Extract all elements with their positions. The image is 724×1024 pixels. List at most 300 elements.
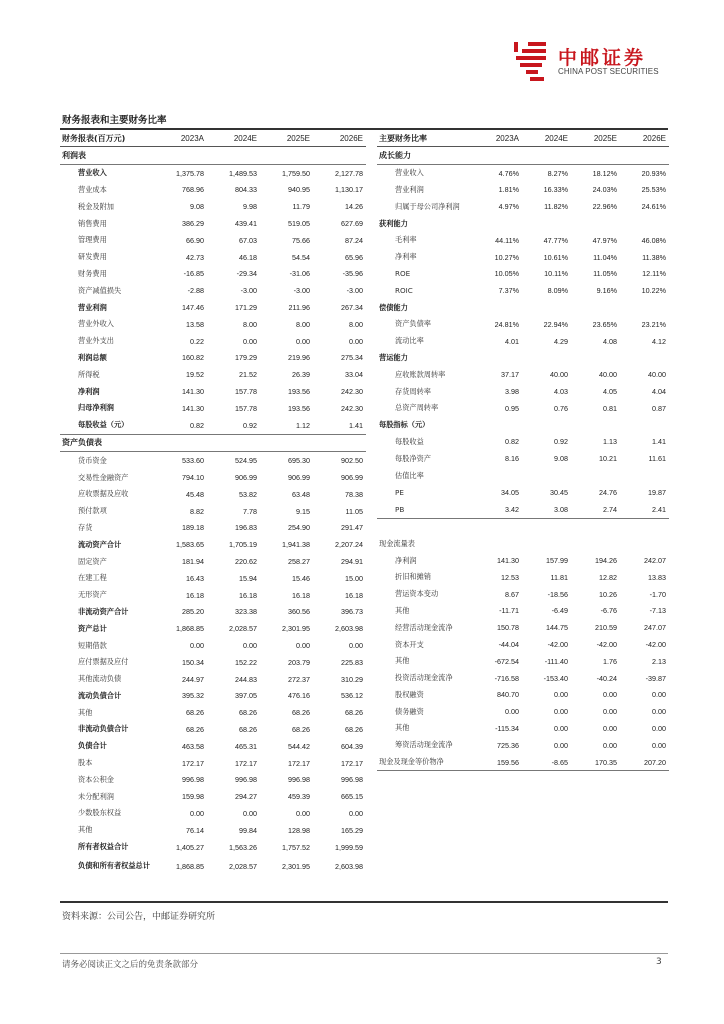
table-row <box>377 569 669 586</box>
row-label: 短期借款 <box>78 640 107 650</box>
table-row <box>377 383 669 400</box>
cell-value <box>620 215 669 232</box>
cell-value: -35.96 <box>342 269 363 279</box>
row-label: 应付票据及应付 <box>78 657 129 667</box>
year-header: 2023A <box>473 130 522 147</box>
cell-value: 0.00 <box>296 808 310 818</box>
cell-value: 8.00 <box>296 319 310 329</box>
row-label: 净利率 <box>395 252 417 262</box>
table-row <box>60 164 366 181</box>
cell-value: 68.26 <box>292 708 310 718</box>
cell-value: 1,489.53 <box>229 168 257 178</box>
cell-value: 0.76 <box>554 403 568 413</box>
cell-value <box>571 299 620 316</box>
table-row <box>377 215 669 232</box>
cell-value: 0.00 <box>554 707 568 717</box>
cell-value: -44.04 <box>498 640 519 649</box>
year-header: 2026E <box>313 130 366 147</box>
row-label: 其他 <box>78 707 93 717</box>
cell-value: 0.82 <box>505 437 519 447</box>
row-label: 债务融资 <box>395 706 424 716</box>
cell-value: 1,941.38 <box>282 540 310 550</box>
row-label: 其他 <box>78 825 93 835</box>
cell-value: 157.99 <box>546 556 568 566</box>
cell-value: 12.82 <box>599 572 617 582</box>
table-row <box>377 636 669 653</box>
cell-value: 4.29 <box>554 336 568 346</box>
cell-value: 68.26 <box>186 724 204 734</box>
row-label: 营业利润 <box>78 302 107 312</box>
cell-value: 0.00 <box>243 808 257 818</box>
cell-value: 9.15 <box>296 506 310 516</box>
cell-value: 78.38 <box>345 489 363 499</box>
cell-value: 196.83 <box>235 523 257 533</box>
cell-value: 1,563.26 <box>229 842 257 852</box>
cell-value: 44.11% <box>495 235 519 245</box>
cell-value: 10.11% <box>544 269 568 279</box>
cell-value: 2.41 <box>620 501 669 518</box>
cell-value: 128.98 <box>288 825 310 835</box>
row-label: 流动资产合计 <box>78 539 122 549</box>
table-header-title: 财务报表(百万元) <box>60 130 154 147</box>
cell-value: -18.56 <box>547 589 568 599</box>
cell-value <box>620 535 669 552</box>
cell-value: 10.05% <box>494 269 519 279</box>
cell-value: -11.71 <box>499 606 519 616</box>
cell-value <box>522 518 571 535</box>
table-row <box>377 653 669 670</box>
cell-value <box>571 518 620 535</box>
page-header <box>0 0 724 100</box>
cell-value: 11.81 <box>550 572 568 582</box>
cell-value: 26.39 <box>292 370 310 380</box>
table-row <box>60 620 366 637</box>
row-label: 在建工程 <box>78 573 107 583</box>
cell-value: 4.03 <box>554 387 568 397</box>
row-label: 利润表 <box>60 147 154 165</box>
cell-value: 2.74 <box>571 501 620 518</box>
cell-value: 3.42 <box>473 501 522 518</box>
cell-value: -716.58 <box>494 673 519 683</box>
row-label: 其他流动负债 <box>78 674 122 684</box>
page-number: 3 <box>656 957 662 967</box>
row-label: 筹资活动现金流净 <box>395 740 453 750</box>
cell-value: 46.08% <box>641 235 666 245</box>
cell-value: 360.56 <box>288 607 310 617</box>
table-row <box>60 570 366 587</box>
table-row <box>377 703 669 720</box>
cell-value: 1,759.50 <box>282 168 310 178</box>
cell-value: 902.50 <box>341 456 363 466</box>
cell-value: 8.00 <box>243 319 257 329</box>
row-label: PB <box>377 501 473 518</box>
cell-value <box>473 467 522 484</box>
table-row <box>377 552 669 569</box>
row-label: 利润总额 <box>78 352 107 362</box>
table-row <box>377 417 669 434</box>
cell-value: 14.26 <box>345 202 363 212</box>
row-label: 资产负债率 <box>395 319 431 329</box>
row-label: 流动负债合计 <box>78 690 122 700</box>
cell-value: 24.61% <box>641 202 666 212</box>
cell-value: -8.65 <box>522 754 571 771</box>
cell-value <box>522 147 571 165</box>
cell-value: 1.81% <box>498 185 519 195</box>
cell-value: 2,028.57 <box>229 624 257 634</box>
cell-value: -6.76 <box>600 606 617 616</box>
row-label: 交易性金融资产 <box>78 472 129 482</box>
row-label: 营业利润 <box>395 184 424 194</box>
cell-value <box>522 417 571 434</box>
cell-value: 463.58 <box>182 741 204 751</box>
cell-value: 244.97 <box>182 674 204 684</box>
cell-value <box>473 299 522 316</box>
cell-value: 147.46 <box>182 303 204 313</box>
table-row <box>377 535 669 552</box>
cell-value: 34.05 <box>501 487 519 497</box>
cell-value: 294.27 <box>235 792 257 802</box>
cell-value: 0.00 <box>603 740 617 750</box>
table-row <box>60 839 366 856</box>
cell-value: 1.76 <box>603 656 617 666</box>
cell-value: 2.13 <box>652 656 666 666</box>
cell-value: 2,603.98 <box>335 861 363 871</box>
cell-value: 1,405.27 <box>176 842 204 852</box>
cell-value: 193.56 <box>288 403 310 413</box>
source-note: 资料来源：公司公告，中邮证券研究所 <box>62 912 216 922</box>
row-label: 投资活动现金流净 <box>395 673 453 683</box>
cell-value: 906.99 <box>288 473 310 483</box>
cell-value: 0.92 <box>554 437 568 447</box>
brand-logo <box>512 40 682 85</box>
year-header: 2026E <box>620 130 669 147</box>
cell-value: 2,028.57 <box>229 861 257 871</box>
cell-value: 68.26 <box>292 724 310 734</box>
cell-value: 144.75 <box>546 623 568 633</box>
row-label: 经营活动现金流净 <box>395 622 453 632</box>
cell-value: 220.62 <box>235 557 257 567</box>
cell-value <box>620 467 669 484</box>
cell-value: 0.00 <box>349 808 363 818</box>
cell-value: 840.70 <box>497 690 519 700</box>
row-label: 非流动资产合计 <box>78 606 129 616</box>
cell-value <box>620 147 669 165</box>
cell-value: -3.00 <box>346 286 363 296</box>
cell-value: 996.98 <box>235 775 257 785</box>
cell-value: 0.00 <box>652 707 666 717</box>
cell-value: 22.94% <box>543 319 568 329</box>
row-label: ROE <box>395 269 411 279</box>
cell-value: 906.99 <box>235 473 257 483</box>
section-title: 财务报表和主要财务比率 <box>62 115 167 126</box>
row-label: 净利润 <box>395 555 417 565</box>
cell-value: 4.76% <box>498 168 519 178</box>
cell-value: -40.24 <box>596 673 617 683</box>
cell-value: 19.87 <box>648 487 666 497</box>
table-row <box>60 587 366 604</box>
cell-value: 157.78 <box>235 403 257 413</box>
cell-value: 476.16 <box>288 691 310 701</box>
cell-value: 99.84 <box>239 825 257 835</box>
cell-value: 181.94 <box>182 557 204 567</box>
cell-value: 9.16% <box>596 286 617 296</box>
cell-value: 695.30 <box>288 456 310 466</box>
cell-value: 75.66 <box>292 235 310 245</box>
cell-value: 12.11% <box>642 269 666 279</box>
row-label: 每股净资产 <box>395 453 431 463</box>
cell-value: 24.76 <box>599 487 617 497</box>
cell-value: 9.08 <box>554 454 568 464</box>
cell-value: 294.91 <box>341 557 363 567</box>
table-row <box>60 333 366 350</box>
cell-value: 310.29 <box>341 674 363 684</box>
cell-value: 2,127.78 <box>335 168 363 178</box>
cell-value: 24.81% <box>494 319 519 329</box>
cell-value: -111.40 <box>544 656 568 666</box>
table-row <box>60 805 366 822</box>
cell-value <box>473 350 522 367</box>
table-row <box>60 704 366 721</box>
cell-value: 0.00 <box>603 723 617 733</box>
row-label: 每股收益 <box>395 436 424 446</box>
cell-value: 0.00 <box>190 808 204 818</box>
cell-value <box>260 147 313 165</box>
cell-value: 11.05% <box>593 269 617 279</box>
cell-value: 1,999.59 <box>335 842 363 852</box>
cell-value <box>522 350 571 367</box>
cell-value: 1,375.78 <box>176 168 204 178</box>
cell-value: 16.18 <box>186 590 204 600</box>
row-label: 成长能力 <box>377 147 473 165</box>
cell-value: 11.04% <box>593 252 617 262</box>
cell-value: 627.69 <box>341 219 363 229</box>
cell-value: 165.29 <box>341 825 363 835</box>
cell-value: 15.46 <box>292 573 310 583</box>
table-header-title: 主要财务比率 <box>377 130 473 147</box>
cell-value: -2.88 <box>187 286 204 296</box>
row-label: 获利能力 <box>379 218 408 228</box>
cell-value: 15.94 <box>239 573 257 583</box>
cell-value: 219.96 <box>288 353 310 363</box>
cell-value: 10.27% <box>494 252 519 262</box>
table-row <box>60 350 366 367</box>
cell-value: 67.03 <box>239 235 257 245</box>
cell-value: -31.06 <box>289 269 310 279</box>
cell-value: 9.98 <box>243 202 257 212</box>
row-label: 其他 <box>395 656 410 666</box>
cell-value: 16.33% <box>543 185 568 195</box>
cell-value <box>620 417 669 434</box>
cell-value: -42.00 <box>547 640 568 649</box>
cell-value <box>207 434 260 452</box>
row-label: 无形资产 <box>78 590 107 600</box>
cell-value: 170.35 <box>571 754 620 771</box>
table-row <box>60 434 366 452</box>
cell-value <box>620 518 669 535</box>
cell-value: 66.90 <box>186 235 204 245</box>
cell-value: 4.08 <box>603 336 617 346</box>
cell-value: 8.16 <box>505 454 519 464</box>
table-row <box>60 688 366 705</box>
cell-value: 172.17 <box>182 758 204 768</box>
cell-value: 0.00 <box>296 336 310 346</box>
table-row <box>377 232 669 249</box>
cell-value: 46.18 <box>239 252 257 262</box>
cell-value: 40.00 <box>599 370 617 380</box>
table-row <box>377 670 669 687</box>
cell-value: 159.56 <box>473 754 522 771</box>
row-label: 存货周转率 <box>395 386 431 396</box>
cell-value: -7.13 <box>649 606 666 616</box>
cell-value: 150.78 <box>497 623 519 633</box>
cell-value: 665.15 <box>341 792 363 802</box>
row-label: 所有者权益合计 <box>78 842 129 852</box>
table-row <box>60 232 366 249</box>
cell-value: 533.60 <box>182 456 204 466</box>
cell-value: 24.03% <box>592 185 617 195</box>
row-label: 资产减值损失 <box>78 285 122 295</box>
footer-disclaimer: 请务必阅读正文之后的免责条款部分 <box>62 960 199 970</box>
cell-value: 10.26 <box>599 589 617 599</box>
cell-value <box>571 467 620 484</box>
cell-value: 8.09% <box>547 286 568 296</box>
row-label: 净利润 <box>78 386 100 396</box>
table-row <box>377 400 669 417</box>
table-row <box>60 383 366 400</box>
cell-value: 10.21 <box>599 454 617 464</box>
cell-value: 0.22 <box>190 336 204 346</box>
cell-value: 242.30 <box>341 403 363 413</box>
cell-value: -115.34 <box>495 723 519 733</box>
row-label: 销售费用 <box>78 218 107 228</box>
row-label <box>377 518 473 535</box>
cell-value: 4.97% <box>498 202 519 212</box>
cell-value: 7.37% <box>498 286 519 296</box>
row-label: 营业收入 <box>78 168 107 178</box>
table-row <box>377 754 669 771</box>
table-header-row <box>377 130 669 147</box>
cell-value: 47.77% <box>543 235 568 245</box>
cell-value: 1.13 <box>603 437 617 447</box>
cell-value: 157.78 <box>235 387 257 397</box>
cell-value: 996.98 <box>182 775 204 785</box>
cell-value: 804.33 <box>235 185 257 195</box>
cell-value: 210.59 <box>595 623 617 633</box>
table-row <box>377 467 669 484</box>
row-label: 偿债能力 <box>379 302 408 312</box>
cell-value: 225.83 <box>341 657 363 667</box>
cell-value <box>571 350 620 367</box>
row-label: 税金及附加 <box>78 201 114 211</box>
cell-value: 37.17 <box>501 370 519 380</box>
cell-value: 0.00 <box>652 723 666 733</box>
cell-value: 150.34 <box>182 657 204 667</box>
cell-value: 16.18 <box>239 590 257 600</box>
cell-value: 1,705.19 <box>229 540 257 550</box>
cell-value: 323.38 <box>235 607 257 617</box>
cell-value: 0.82 <box>154 417 207 434</box>
row-label: 营运能力 <box>379 352 408 362</box>
row-label: 估值比率 <box>395 470 424 480</box>
row-label: 应收账款周转率 <box>395 369 446 379</box>
cell-value: 20.93% <box>641 168 666 178</box>
table-row <box>60 198 366 215</box>
row-label: 每股指标（元） <box>379 420 430 430</box>
table-row <box>377 333 669 350</box>
row-label: 毛利率 <box>395 235 417 245</box>
cell-value: -672.54 <box>494 656 519 666</box>
table-row <box>60 316 366 333</box>
table-row <box>60 637 366 654</box>
row-label: 负债和所有者权益总计 <box>78 861 150 871</box>
cell-value: 0.00 <box>554 690 568 700</box>
cell-value <box>313 434 366 452</box>
row-label: 归属于母公司净利润 <box>395 201 460 211</box>
row-label: 现金及现金等价物净 <box>377 754 473 771</box>
row-label: 财务费用 <box>78 268 107 278</box>
cell-value: 68.26 <box>239 708 257 718</box>
cell-value: 40.00 <box>648 370 666 380</box>
cell-value: 152.22 <box>235 657 257 667</box>
cell-value: 159.98 <box>182 792 204 802</box>
cell-value: -1.70 <box>649 589 666 599</box>
cell-value: 172.17 <box>341 758 363 768</box>
table-row <box>377 518 669 535</box>
cell-value: 524.95 <box>235 456 257 466</box>
cell-value: 0.00 <box>190 641 204 650</box>
row-label: 营业外收入 <box>78 319 114 329</box>
row-label: 预付款项 <box>78 506 107 516</box>
cell-value: -153.40 <box>543 673 568 683</box>
table-row <box>377 350 669 367</box>
row-label: 固定资产 <box>78 556 107 566</box>
cell-value: 179.29 <box>235 353 257 363</box>
row-label: 营业收入 <box>395 168 424 178</box>
cell-value: 1.41 <box>652 437 666 447</box>
cell-value: 10.61% <box>543 252 568 262</box>
cell-value: 68.26 <box>345 724 363 734</box>
table-row <box>377 366 669 383</box>
cell-value: 0.00 <box>554 740 568 750</box>
cell-value: 141.30 <box>182 387 204 397</box>
table-row <box>377 737 669 754</box>
table-row <box>377 164 669 181</box>
cell-value: 30.45 <box>550 487 568 497</box>
cell-value: 16.43 <box>186 573 204 583</box>
row-label: 少数股东权益 <box>78 808 122 818</box>
table-row <box>60 469 366 486</box>
cell-value <box>571 417 620 434</box>
table-row <box>377 619 669 636</box>
table-row <box>60 788 366 805</box>
table-row <box>377 182 669 199</box>
bottom-rule <box>60 901 668 903</box>
row-label: 非流动负债合计 <box>78 724 129 734</box>
cell-value: 8.00 <box>349 319 363 329</box>
cell-value: 11.79 <box>292 202 310 212</box>
row-label: 营业成本 <box>78 184 107 194</box>
footer-rule <box>60 953 668 954</box>
year-header: 2025E <box>260 130 313 147</box>
table-row <box>377 687 669 704</box>
row-label: 总资产周转率 <box>395 403 439 413</box>
cell-value: 9.08 <box>190 202 204 212</box>
cell-value: 4.12 <box>652 336 666 346</box>
cell-value: 33.04 <box>345 370 363 380</box>
table-row <box>60 822 366 839</box>
year-header: 2023A <box>154 130 207 147</box>
cell-value: 141.30 <box>497 556 519 566</box>
